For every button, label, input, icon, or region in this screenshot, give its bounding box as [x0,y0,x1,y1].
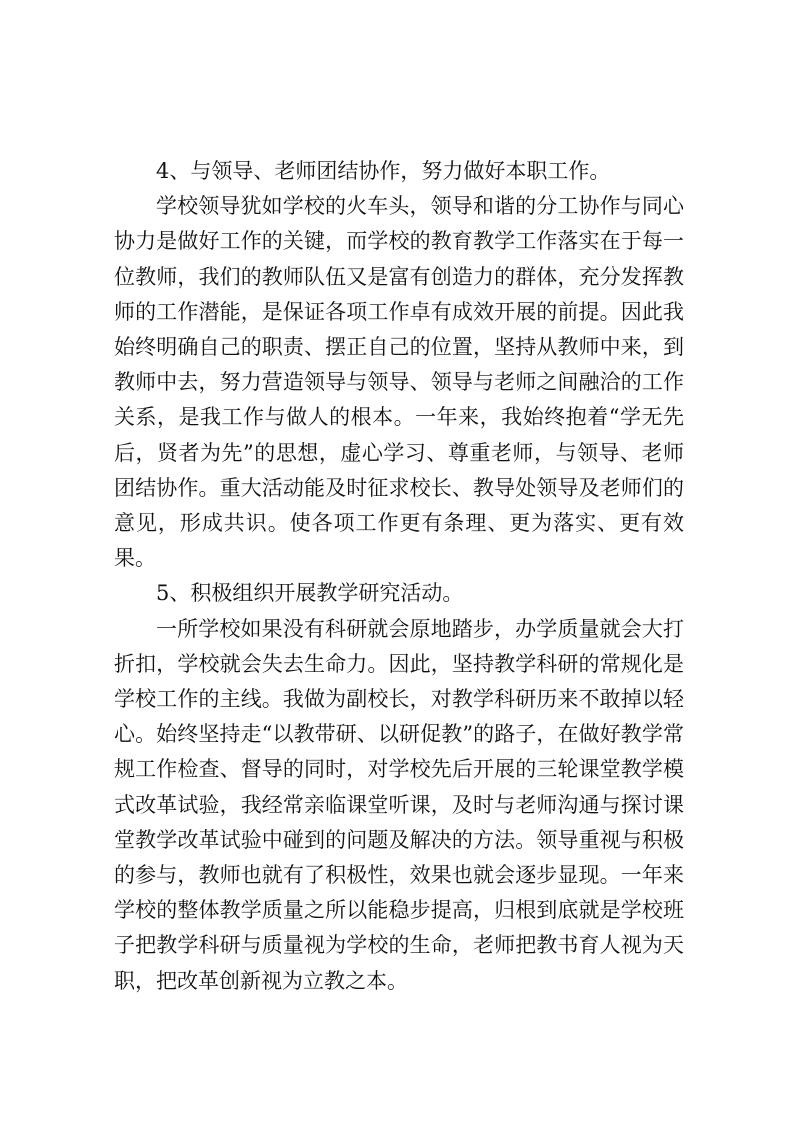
document-body [114,154,684,999]
paragraph-leadership-cooperation: 学校领导犹如学校的火车头，领导和谐的分工协作与同心协力是做好工作的关键，而学校的教育教学工作落实在于每一位教师，我们的教师队伍又是富有创造力的群体，充分发挥教师的工作潜能，是保证各项工作卓有成效开展的前提。因此我始终明确自己的职责、摆正自己的位置，坚持从教师中来，到教师中去，努力营造领导与领导、领导与老师之间融洽的工作关系，是我工作与做人的根本。一年来，我始终抱着“学无先后，贤者为先”的思想，虚心学习、尊重老师，与领导、老师团结协作。重大活动能及时征求校长、教导处领导及老师们的意见，形成共识。使各项工作更有条理、更为落实、更有效果。 [114,194,684,571]
heading-item-5: 5、积极组织开展教学研究活动。 [156,581,464,606]
heading-item-4: 4、与领导、老师团结协作，努力做好本职工作。 [156,159,611,183]
paragraph-teaching-research: 一所学校如果没有科研就会原地踏步，办学质量就会大打折扣，学校就会失去生命力。因此，坚持教学科研的常规化是学校工作的主线。我做为副校长，对教学科研历来不敢掉以轻心。始终坚持走“以教带研、以研促教”的路子，在做好教学常规工作检查、督导的同时，对学校先后开展的三轮课堂教学模式改革试验，我经常亲临课堂听课，及时与老师沟通与探讨课堂教学改革试验中碰到的问题及解决的方法。领导重视与积极的参与，教师也就有了积极性，效果也就会逐步显现。一年来学校的整体教学质量之所以能稳步提高，归根到底就是学校班子把教学科研与质量视为学校的生命，老师把教书育人视为天职，把改革创新视为立教之本。 [114,616,684,993]
